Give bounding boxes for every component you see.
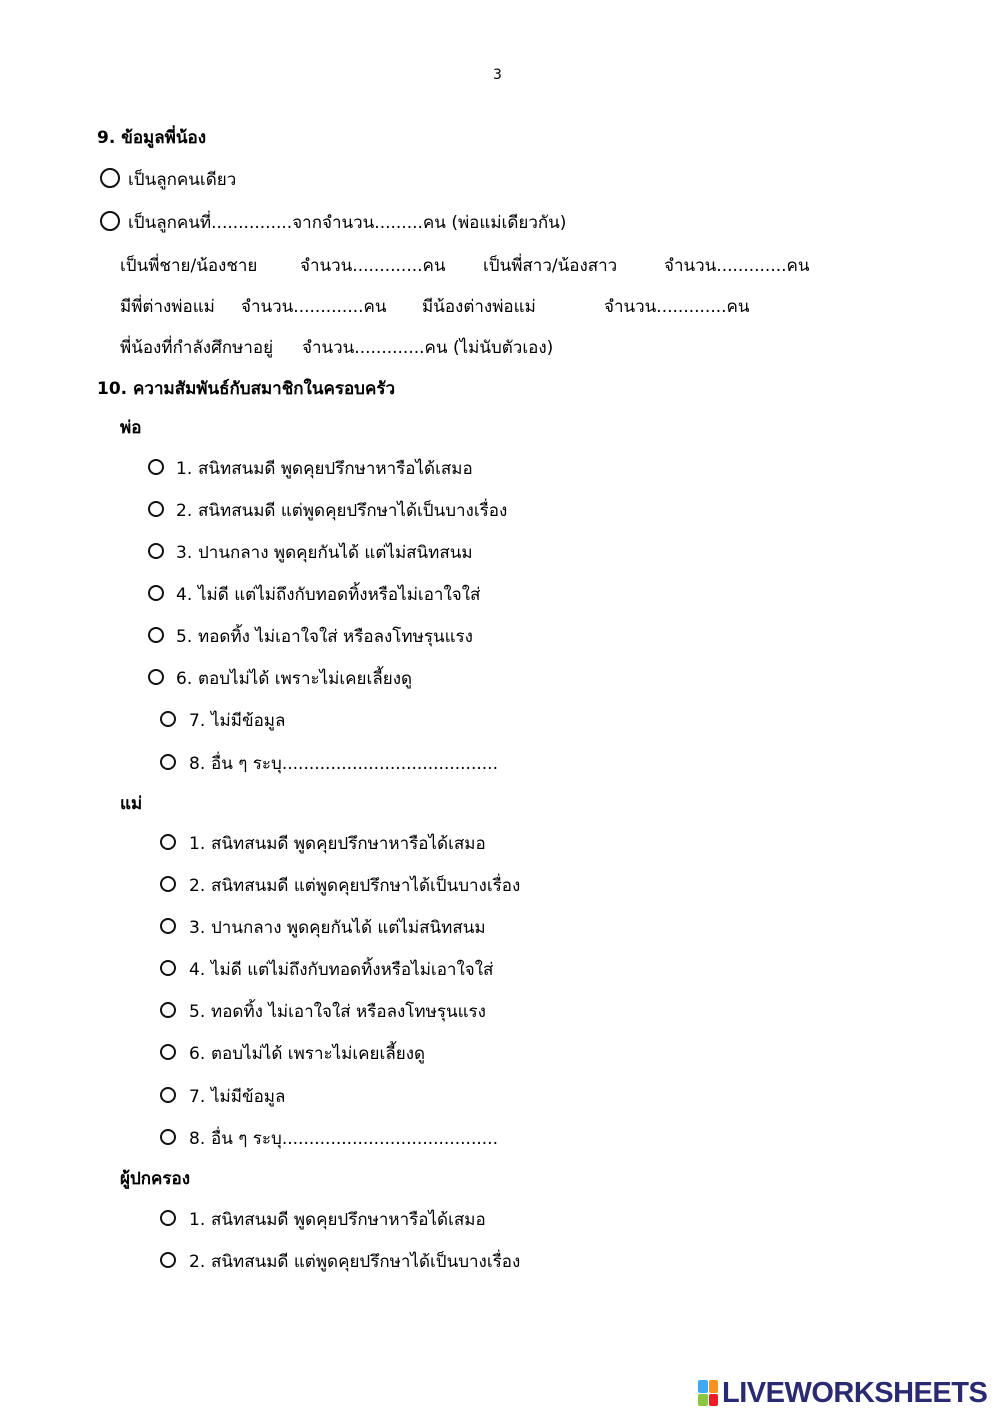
guardian-label: ผู้ปกครอง bbox=[120, 1169, 191, 1189]
guardian-option-2-radio[interactable] bbox=[160, 1252, 176, 1268]
mother-option-6-radio[interactable] bbox=[160, 1044, 176, 1060]
father-option-7-radio[interactable] bbox=[160, 711, 176, 727]
studying-label: พี่น้องที่กำลังศึกษาอยู่ bbox=[120, 338, 274, 358]
mother-option-6: 6. ตอบไม่ได้ เพราะไม่เคยเลี้ยงดู bbox=[189, 1044, 426, 1064]
section-10-title: 10. ความสัมพันธ์กับสมาชิกในครอบครัว bbox=[97, 379, 396, 399]
father-option-6-radio[interactable] bbox=[148, 669, 164, 685]
mother-option-8: 8. อื่น ๆ ระบุ........................................ bbox=[189, 1129, 498, 1149]
mother-option-2: 2. สนิทสนมดี แต่พูดคุยปรึกษาได้เป็นบางเรื่อง bbox=[189, 876, 521, 896]
section-9-title: 9. ข้อมูลพี่น้อง bbox=[97, 128, 206, 148]
only-child-radio[interactable] bbox=[100, 168, 120, 188]
father-option-3-radio[interactable] bbox=[148, 543, 164, 559]
father-option-2-radio[interactable] bbox=[148, 501, 164, 517]
father-option-5: 5. ทอดทิ้ง ไม่เอาใจใส่ หรือลงโทษรุนแรง bbox=[176, 627, 473, 647]
father-option-8: 8. อื่น ๆ ระบุ........................................ bbox=[189, 754, 498, 774]
older-sister-count: จำนวน.............คน bbox=[664, 256, 810, 276]
father-option-4-radio[interactable] bbox=[148, 585, 164, 601]
mother-option-5-radio[interactable] bbox=[160, 1002, 176, 1018]
page-number: 3 bbox=[493, 67, 502, 83]
older-sister-label: เป็นพี่สาว/น้องสาว bbox=[483, 256, 618, 276]
guardian-option-1-radio[interactable] bbox=[160, 1210, 176, 1226]
mother-option-8-radio[interactable] bbox=[160, 1129, 176, 1145]
badge-square bbox=[698, 1380, 708, 1393]
badge-square bbox=[709, 1394, 719, 1407]
older-brother-label: เป็นพี่ชาย/น้องชาย bbox=[120, 256, 258, 276]
mother-option-3: 3. ปานกลาง พูดคุยกันได้ แต่ไม่สนิทสนม bbox=[189, 918, 486, 938]
mother-option-4: 4. ไม่ดี แต่ไม่ถึงกับทอดทิ้งหรือไม่เอาใจใส่ bbox=[189, 960, 494, 980]
mother-option-4-radio[interactable] bbox=[160, 960, 176, 976]
father-option-2: 2. สนิทสนมดี แต่พูดคุยปรึกษาได้เป็นบางเรื่อง bbox=[176, 501, 508, 521]
mother-option-2-radio[interactable] bbox=[160, 876, 176, 892]
liveworksheets-badge-icon bbox=[698, 1380, 718, 1406]
half-older-count: จำนวน.............คน bbox=[241, 297, 387, 317]
liveworksheets-logo[interactable] bbox=[698, 1376, 987, 1410]
badge-square bbox=[709, 1380, 719, 1393]
child-number-radio[interactable] bbox=[100, 211, 120, 231]
badge-square bbox=[698, 1394, 708, 1407]
mother-option-1: 1. สนิทสนมดี พูดคุยปรึกษาหารือได้เสมอ bbox=[189, 834, 486, 854]
father-label: พ่อ bbox=[120, 418, 142, 438]
father-option-6: 6. ตอบไม่ได้ เพราะไม่เคยเลี้ยงดู bbox=[176, 669, 413, 689]
child-number-label: เป็นลูกคนที่...............จากจำนวน.........คน (พ่อแม่เดียวกัน) bbox=[128, 213, 567, 233]
father-option-3: 3. ปานกลาง พูดคุยกันได้ แต่ไม่สนิทสนม bbox=[176, 543, 473, 563]
half-older-label: มีพี่ต่างพ่อแม่ bbox=[120, 297, 215, 317]
mother-label: แม่ bbox=[120, 794, 143, 814]
mother-option-7-radio[interactable] bbox=[160, 1087, 176, 1103]
mother-option-7: 7. ไม่มีข้อมูล bbox=[189, 1087, 286, 1107]
father-option-5-radio[interactable] bbox=[148, 627, 164, 643]
guardian-option-2: 2. สนิทสนมดี แต่พูดคุยปรึกษาได้เป็นบางเรื่อง bbox=[189, 1252, 521, 1272]
only-child-label: เป็นลูกคนเดียว bbox=[128, 170, 237, 190]
older-brother-count: จำนวน.............คน bbox=[300, 256, 446, 276]
father-option-4: 4. ไม่ดี แต่ไม่ถึงกับทอดทิ้งหรือไม่เอาใจใส่ bbox=[176, 585, 481, 605]
father-option-8-radio[interactable] bbox=[160, 754, 176, 770]
father-option-1-radio[interactable] bbox=[148, 459, 164, 475]
mother-option-1-radio[interactable] bbox=[160, 834, 176, 850]
mother-option-5: 5. ทอดทิ้ง ไม่เอาใจใส่ หรือลงโทษรุนแรง bbox=[189, 1002, 486, 1022]
father-option-7: 7. ไม่มีข้อมูล bbox=[189, 711, 286, 731]
liveworksheets-text: LIVEWORKSHEETS bbox=[722, 1376, 988, 1409]
guardian-option-1: 1. สนิทสนมดี พูดคุยปรึกษาหารือได้เสมอ bbox=[189, 1210, 486, 1230]
half-younger-count: จำนวน.............คน bbox=[604, 297, 750, 317]
father-option-1: 1. สนิทสนมดี พูดคุยปรึกษาหารือได้เสมอ bbox=[176, 459, 473, 479]
mother-option-3-radio[interactable] bbox=[160, 918, 176, 934]
half-younger-label: มีน้องต่างพ่อแม่ bbox=[422, 297, 536, 317]
studying-count: จำนวน.............คน (ไม่นับตัวเอง) bbox=[302, 338, 554, 358]
